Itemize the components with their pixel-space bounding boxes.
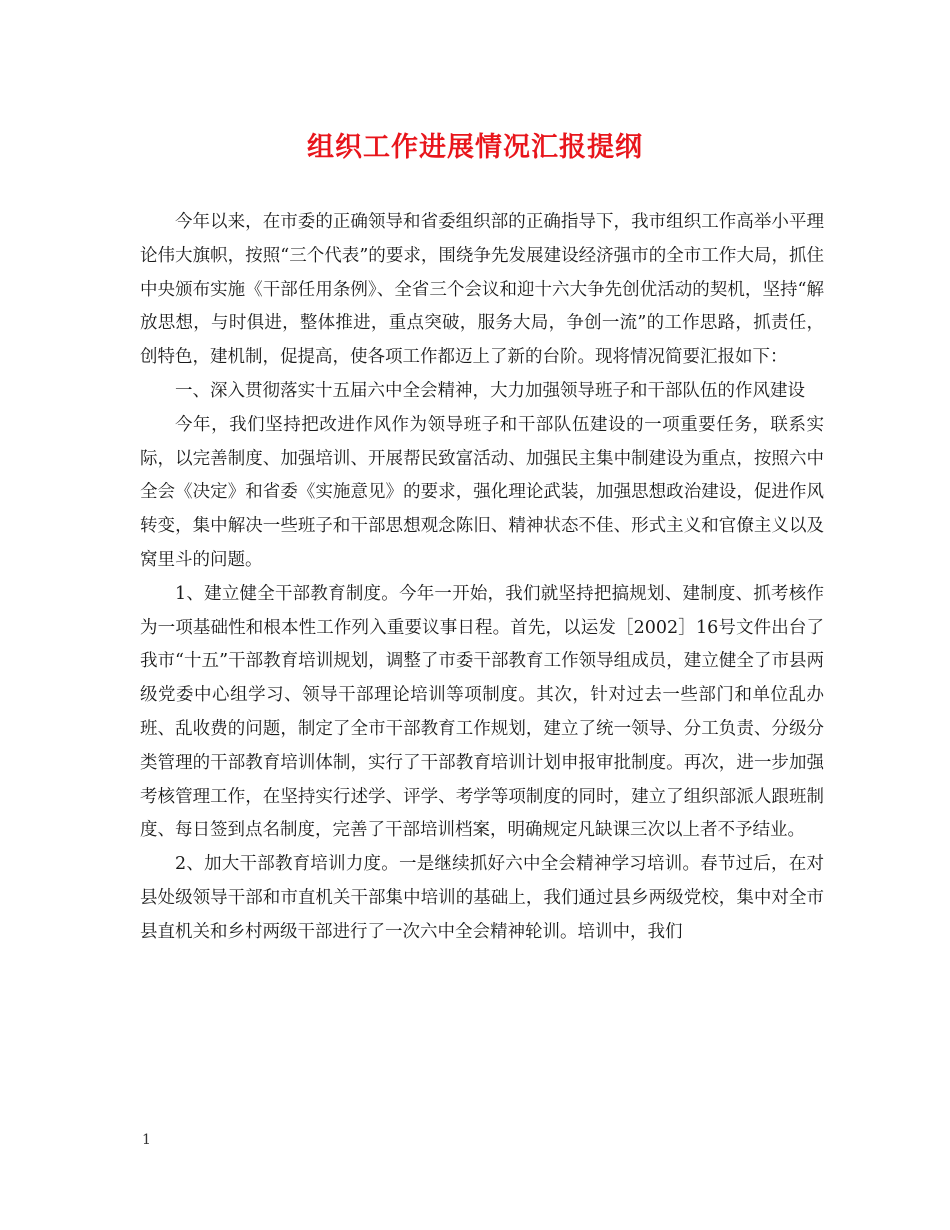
paragraph-item-1: 1、建立健全干部教育制度。今年一开始，我们就坚持把搞规划、建制度、抓考核作为一项基础性和根本性工作列入重要议事日程。首先，以运发［2002］16号文件出台了我市“十五”干部教育培训规划，调整了市委干部教育工作领导组成员，建立健全了市县两级党委中心组学习、领导干部理论培训等项制度。其次，针对过去一些部门和单位乱办班、乱收费的问题，制定了全市干部教育工作规划，建立了统一领导、分工负责、分级分类管理的干部教育培训体制，实行了干部教育培训计划申报审批制度。再次，进一步加强考核管理工作，在坚持实行述学、评学、考学等项制度的同时，建立了组织部派人跟班制度、每日签到点名制度，完善了干部培训档案，明确规定凡缺课三次以上者不予结业。 xyxy=(140,583,824,841)
section-heading-1: 一、深入贯彻落实十五届六中全会精神，大力加强领导班子和干部队伍的作风建设 xyxy=(175,380,805,401)
page-number: 1 xyxy=(142,1132,151,1148)
paragraph-section-1: 今年，我们坚持把改进作风作为领导班子和干部队伍建设的一项重要任务，联系实际，以完善制度、加强培训、开展帮民致富活动、加强民主集中制建设为重点，按照六中全会《决定》和省委《实施意见》的要求，强化理论武装，加强思想政治建设，促进作风转变，集中解决一些班子和干部思想观念陈旧、精神状态不佳、形式主义和官僚主义以及窝里斗的问题。 xyxy=(140,414,824,570)
document-body xyxy=(140,206,824,950)
paragraph-intro: 今年以来，在市委的正确领导和省委组织部的正确指导下，我市组织工作高举小平理论伟大旗帜，按照“三个代表”的要求，围绕争先发展建设经济强市的全市工作大局，抓住中央颁布实施《干部任用条例》、全省三个会议和迎十六大争先创优活动的契机，坚持“解放思想，与时俱进，整体推进，重点突破，服务大局，争创一流”的工作思路，抓责任，创特色，建机制，促提高，使各项工作都迈上了新的台阶。现将情况简要汇报如下： xyxy=(140,212,824,368)
document-title: 组织工作进展情况汇报提纲 xyxy=(307,132,643,163)
paragraph-item-2: 2、加大干部教育培训力度。一是继续抓好六中全会精神学习培训。春节过后，在对县处级领导干部和市直机关干部集中培训的基础上，我们通过县乡两级党校，集中对全市县直机关和乡村两级干部进行了一次六中全会精神轮训。培训中，我们 xyxy=(140,854,824,942)
